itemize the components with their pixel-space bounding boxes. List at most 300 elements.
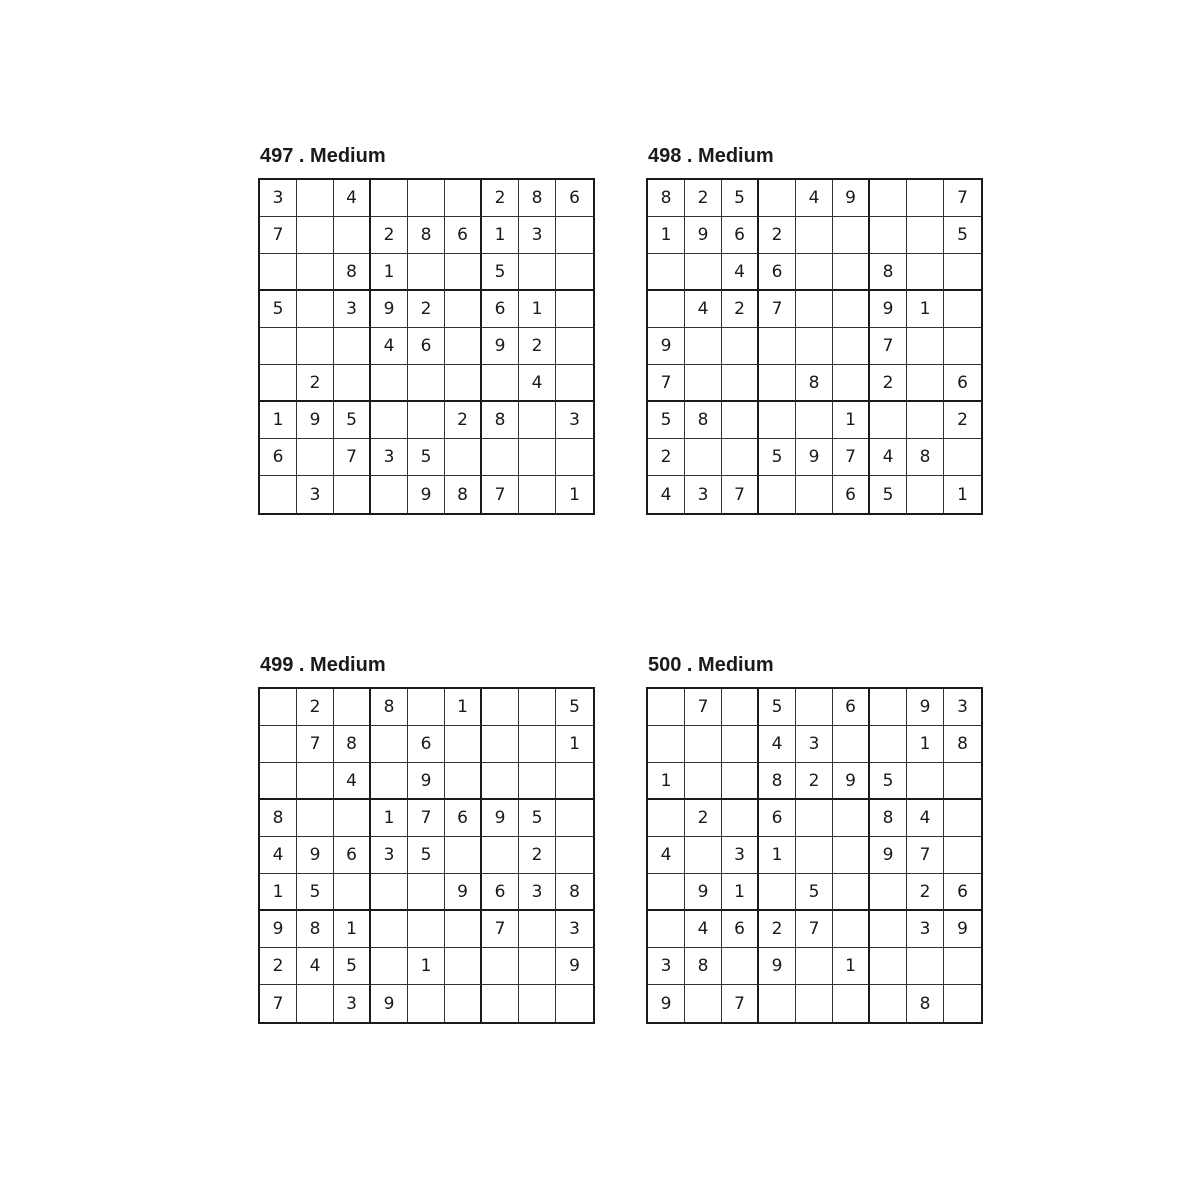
- given-cell: 6: [482, 291, 519, 328]
- given-cell: 3: [556, 911, 593, 948]
- empty-cell[interactable]: [870, 689, 907, 726]
- empty-cell[interactable]: [445, 948, 482, 985]
- empty-cell[interactable]: [833, 800, 870, 837]
- empty-cell[interactable]: [944, 328, 981, 365]
- empty-cell[interactable]: [334, 689, 371, 726]
- empty-cell[interactable]: [371, 402, 408, 439]
- given-cell: 1: [334, 911, 371, 948]
- empty-cell[interactable]: [445, 180, 482, 217]
- empty-cell[interactable]: [371, 365, 408, 402]
- empty-cell[interactable]: [371, 180, 408, 217]
- empty-cell[interactable]: [371, 874, 408, 911]
- empty-cell[interactable]: [408, 874, 445, 911]
- sudoku-puzzle-500: [646, 653, 982, 1024]
- given-cell: 6: [722, 911, 759, 948]
- given-cell: 3: [648, 948, 685, 985]
- given-cell: 5: [759, 439, 796, 476]
- empty-cell[interactable]: [408, 911, 445, 948]
- given-cell: 7: [870, 328, 907, 365]
- given-cell: 3: [519, 217, 556, 254]
- given-cell: 8: [334, 254, 371, 291]
- empty-cell[interactable]: [870, 985, 907, 1022]
- given-cell: 7: [833, 439, 870, 476]
- empty-cell[interactable]: [408, 985, 445, 1022]
- given-cell: 4: [648, 476, 685, 513]
- given-cell: 2: [722, 291, 759, 328]
- empty-cell[interactable]: [759, 476, 796, 513]
- empty-cell[interactable]: [907, 180, 944, 217]
- empty-cell[interactable]: [685, 726, 722, 763]
- sudoku-grid: [646, 687, 983, 1024]
- empty-cell[interactable]: [334, 800, 371, 837]
- empty-cell[interactable]: [944, 948, 981, 985]
- given-cell: 1: [569, 484, 580, 505]
- empty-cell[interactable]: [759, 365, 796, 402]
- given-cell: 6: [482, 874, 519, 911]
- empty-cell[interactable]: [907, 402, 944, 439]
- empty-cell[interactable]: [907, 476, 944, 513]
- given-cell: 5: [944, 217, 981, 254]
- empty-cell[interactable]: [297, 985, 334, 1022]
- empty-cell[interactable]: [685, 365, 722, 402]
- empty-cell[interactable]: [796, 254, 833, 291]
- given-cell: 5: [482, 254, 519, 291]
- given-cell: 2: [297, 365, 334, 402]
- empty-cell[interactable]: [722, 689, 759, 726]
- given-cell: 7: [260, 217, 297, 254]
- empty-cell[interactable]: [796, 689, 833, 726]
- given-cell: 2: [445, 402, 482, 439]
- empty-cell[interactable]: [796, 837, 833, 874]
- given-cell: 1: [759, 837, 796, 874]
- empty-cell[interactable]: [260, 763, 297, 800]
- given-cell: 9: [833, 180, 870, 217]
- given-cell: 6: [445, 800, 482, 837]
- empty-cell[interactable]: [482, 365, 519, 402]
- given-cell: 4: [519, 365, 556, 402]
- given-cell: 8: [260, 800, 297, 837]
- given-cell: 2: [944, 402, 981, 439]
- given-cell: 8: [334, 726, 371, 763]
- sudoku-grid: [258, 178, 595, 515]
- empty-cell[interactable]: [907, 217, 944, 254]
- empty-cell[interactable]: [796, 948, 833, 985]
- given-cell: 5: [648, 402, 685, 439]
- given-cell: 1: [445, 689, 482, 726]
- given-cell: 3: [944, 689, 981, 726]
- empty-cell[interactable]: [833, 254, 870, 291]
- empty-cell[interactable]: [482, 763, 519, 800]
- given-cell: 2: [685, 800, 722, 837]
- given-cell: 9: [870, 291, 907, 328]
- empty-cell[interactable]: [870, 911, 907, 948]
- empty-cell[interactable]: [260, 726, 297, 763]
- empty-cell[interactable]: [833, 837, 870, 874]
- empty-cell[interactable]: [833, 985, 870, 1022]
- empty-cell[interactable]: [482, 837, 519, 874]
- empty-cell[interactable]: [445, 365, 482, 402]
- empty-cell[interactable]: [445, 763, 482, 800]
- given-cell: 7: [334, 439, 371, 476]
- empty-cell[interactable]: [833, 874, 870, 911]
- empty-cell[interactable]: [833, 911, 870, 948]
- given-cell: 9: [445, 874, 482, 911]
- given-cell: 2: [759, 911, 796, 948]
- empty-cell[interactable]: [519, 254, 556, 291]
- empty-cell[interactable]: [722, 763, 759, 800]
- given-cell: 6: [408, 726, 445, 763]
- given-cell: 8: [907, 439, 944, 476]
- given-cell: 1: [482, 217, 519, 254]
- empty-cell[interactable]: [907, 948, 944, 985]
- empty-cell[interactable]: [685, 439, 722, 476]
- empty-cell[interactable]: [260, 365, 297, 402]
- given-cell: 7: [297, 726, 334, 763]
- given-cell: 4: [907, 800, 944, 837]
- empty-cell[interactable]: [648, 291, 685, 328]
- empty-cell[interactable]: [796, 476, 833, 513]
- given-cell: 1: [907, 291, 944, 328]
- empty-cell[interactable]: [556, 254, 593, 291]
- given-cell: 7: [796, 911, 833, 948]
- given-cell: 1: [519, 291, 556, 328]
- given-cell: 3: [796, 726, 833, 763]
- empty-cell[interactable]: [907, 328, 944, 365]
- given-cell: 9: [371, 291, 408, 328]
- empty-cell[interactable]: [519, 985, 556, 1022]
- given-cell: 6: [722, 217, 759, 254]
- empty-cell[interactable]: [833, 328, 870, 365]
- empty-cell[interactable]: [907, 365, 944, 402]
- given-cell: 3: [334, 291, 371, 328]
- sudoku-puzzle-497: [258, 144, 594, 515]
- given-cell: 8: [685, 402, 722, 439]
- empty-cell[interactable]: [648, 874, 685, 911]
- empty-cell[interactable]: [833, 217, 870, 254]
- given-cell: 9: [648, 328, 685, 365]
- empty-cell[interactable]: [833, 365, 870, 402]
- given-cell: 2: [371, 217, 408, 254]
- empty-cell[interactable]: [796, 985, 833, 1022]
- given-cell: 3: [334, 985, 371, 1022]
- puzzle-title: 498 . Medium: [648, 145, 774, 167]
- given-cell: 8: [796, 365, 833, 402]
- empty-cell[interactable]: [833, 726, 870, 763]
- given-cell: 8: [685, 948, 722, 985]
- given-cell: 9: [556, 948, 593, 985]
- empty-cell[interactable]: [408, 402, 445, 439]
- given-cell: 9: [759, 948, 796, 985]
- empty-cell[interactable]: [870, 874, 907, 911]
- empty-cell[interactable]: [371, 911, 408, 948]
- given-cell: 6: [833, 689, 870, 726]
- empty-cell[interactable]: [334, 365, 371, 402]
- empty-cell[interactable]: [519, 726, 556, 763]
- given-cell: 9: [944, 911, 981, 948]
- empty-cell[interactable]: [796, 291, 833, 328]
- given-cell: 1: [260, 874, 297, 911]
- given-cell: 7: [482, 476, 519, 513]
- empty-cell[interactable]: [482, 689, 519, 726]
- empty-cell[interactable]: [371, 726, 408, 763]
- given-cell: 5: [334, 948, 371, 985]
- empty-cell[interactable]: [482, 726, 519, 763]
- given-cell: 7: [482, 911, 519, 948]
- given-cell: 9: [482, 328, 519, 365]
- given-cell: 4: [796, 180, 833, 217]
- empty-cell[interactable]: [260, 476, 297, 513]
- empty-cell[interactable]: [759, 328, 796, 365]
- empty-cell[interactable]: [556, 217, 593, 254]
- empty-cell[interactable]: [556, 291, 593, 328]
- empty-cell[interactable]: [796, 800, 833, 837]
- empty-cell[interactable]: [759, 180, 796, 217]
- empty-cell[interactable]: [371, 763, 408, 800]
- empty-cell[interactable]: [722, 800, 759, 837]
- empty-cell[interactable]: [445, 291, 482, 328]
- given-cell: 7: [907, 837, 944, 874]
- given-cell: 9: [297, 837, 334, 874]
- empty-cell[interactable]: [334, 328, 371, 365]
- empty-cell[interactable]: [519, 689, 556, 726]
- given-cell: 2: [260, 948, 297, 985]
- given-cell: 9: [648, 985, 685, 1022]
- empty-cell[interactable]: [685, 254, 722, 291]
- empty-cell[interactable]: [685, 837, 722, 874]
- given-cell: 4: [685, 291, 722, 328]
- empty-cell[interactable]: [722, 328, 759, 365]
- given-cell: 7: [722, 476, 759, 513]
- given-cell: 2: [519, 837, 556, 874]
- empty-cell[interactable]: [907, 763, 944, 800]
- given-cell: 1: [833, 402, 870, 439]
- puzzle-title: 499 . Medium: [260, 654, 386, 676]
- given-cell: 5: [408, 439, 445, 476]
- given-cell: 8: [556, 874, 593, 911]
- given-cell: 6: [334, 837, 371, 874]
- given-cell: 4: [297, 948, 334, 985]
- empty-cell[interactable]: [297, 291, 334, 328]
- given-cell: 7: [722, 985, 759, 1022]
- empty-cell[interactable]: [334, 874, 371, 911]
- empty-cell[interactable]: [556, 439, 593, 476]
- empty-cell[interactable]: [556, 328, 593, 365]
- given-cell: 3: [371, 439, 408, 476]
- empty-cell[interactable]: [870, 948, 907, 985]
- empty-cell[interactable]: [297, 439, 334, 476]
- empty-cell[interactable]: [445, 254, 482, 291]
- empty-cell[interactable]: [371, 948, 408, 985]
- empty-cell[interactable]: [519, 439, 556, 476]
- given-cell: 4: [334, 180, 371, 217]
- empty-cell[interactable]: [648, 689, 685, 726]
- empty-cell[interactable]: [796, 402, 833, 439]
- given-cell: 4: [371, 328, 408, 365]
- empty-cell[interactable]: [297, 328, 334, 365]
- empty-cell[interactable]: [482, 439, 519, 476]
- given-cell: 1: [371, 800, 408, 837]
- empty-cell[interactable]: [870, 217, 907, 254]
- empty-cell[interactable]: [870, 180, 907, 217]
- puzzle-title: 500 . Medium: [648, 654, 774, 676]
- given-cell: 5: [297, 874, 334, 911]
- empty-cell[interactable]: [260, 254, 297, 291]
- given-cell: 1: [833, 948, 870, 985]
- given-cell: 4: [260, 837, 297, 874]
- empty-cell[interactable]: [722, 402, 759, 439]
- empty-cell[interactable]: [445, 985, 482, 1022]
- given-cell: 4: [685, 911, 722, 948]
- empty-cell[interactable]: [870, 402, 907, 439]
- given-cell: 3: [297, 476, 334, 513]
- given-cell: 6: [759, 254, 796, 291]
- empty-cell[interactable]: [759, 985, 796, 1022]
- given-cell: 1: [648, 217, 685, 254]
- empty-cell[interactable]: [445, 726, 482, 763]
- empty-cell[interactable]: [408, 365, 445, 402]
- sudoku-grid: [258, 687, 595, 1024]
- given-cell: 6: [759, 800, 796, 837]
- empty-cell[interactable]: [297, 763, 334, 800]
- empty-cell[interactable]: [260, 689, 297, 726]
- empty-cell[interactable]: [796, 328, 833, 365]
- empty-cell[interactable]: [556, 985, 593, 1022]
- empty-cell[interactable]: [519, 476, 556, 513]
- empty-cell[interactable]: [648, 911, 685, 948]
- empty-cell[interactable]: [408, 180, 445, 217]
- given-cell: 9: [685, 874, 722, 911]
- given-cell: 6: [556, 180, 593, 217]
- empty-cell[interactable]: [722, 439, 759, 476]
- empty-cell[interactable]: [796, 217, 833, 254]
- empty-cell[interactable]: [648, 800, 685, 837]
- empty-cell[interactable]: [371, 476, 408, 513]
- given-cell: 3: [556, 402, 593, 439]
- empty-cell[interactable]: [944, 439, 981, 476]
- empty-cell[interactable]: [944, 837, 981, 874]
- empty-cell[interactable]: [445, 439, 482, 476]
- given-cell: 6: [944, 874, 981, 911]
- given-cell: 9: [685, 217, 722, 254]
- given-cell: 2: [870, 365, 907, 402]
- given-cell: 1: [957, 484, 968, 505]
- empty-cell[interactable]: [944, 291, 981, 328]
- empty-cell[interactable]: [944, 763, 981, 800]
- given-cell: 6: [408, 328, 445, 365]
- empty-cell[interactable]: [519, 911, 556, 948]
- given-cell: 5: [519, 800, 556, 837]
- empty-cell[interactable]: [907, 254, 944, 291]
- empty-cell[interactable]: [445, 911, 482, 948]
- given-cell: 9: [482, 800, 519, 837]
- empty-cell[interactable]: [944, 800, 981, 837]
- empty-cell[interactable]: [556, 763, 593, 800]
- empty-cell[interactable]: [408, 254, 445, 291]
- given-cell: 1: [556, 726, 593, 763]
- empty-cell[interactable]: [685, 985, 722, 1022]
- empty-cell[interactable]: [297, 217, 334, 254]
- empty-cell[interactable]: [482, 985, 519, 1022]
- given-cell: 5: [870, 763, 907, 800]
- given-cell: 8: [759, 763, 796, 800]
- given-cell: 8: [648, 180, 685, 217]
- given-cell: 8: [944, 726, 981, 763]
- empty-cell[interactable]: [722, 726, 759, 763]
- given-cell: 7: [260, 985, 297, 1022]
- empty-cell[interactable]: [445, 328, 482, 365]
- given-cell: 6: [445, 217, 482, 254]
- empty-cell[interactable]: [260, 328, 297, 365]
- given-cell: 5: [870, 476, 907, 513]
- empty-cell[interactable]: [648, 726, 685, 763]
- given-cell: 1: [260, 402, 297, 439]
- empty-cell[interactable]: [722, 365, 759, 402]
- empty-cell[interactable]: [944, 254, 981, 291]
- given-cell: 4: [334, 763, 371, 800]
- given-cell: 7: [685, 689, 722, 726]
- empty-cell[interactable]: [519, 763, 556, 800]
- given-cell: 8: [870, 254, 907, 291]
- empty-cell[interactable]: [556, 800, 593, 837]
- empty-cell[interactable]: [334, 476, 371, 513]
- given-cell: 6: [260, 439, 297, 476]
- empty-cell[interactable]: [722, 948, 759, 985]
- empty-cell[interactable]: [685, 328, 722, 365]
- given-cell: 5: [260, 291, 297, 328]
- given-cell: 9: [408, 763, 445, 800]
- sudoku-grid: [646, 178, 983, 515]
- empty-cell[interactable]: [519, 402, 556, 439]
- empty-cell[interactable]: [297, 800, 334, 837]
- empty-cell[interactable]: [408, 689, 445, 726]
- empty-cell[interactable]: [445, 837, 482, 874]
- given-cell: 9: [833, 763, 870, 800]
- empty-cell[interactable]: [759, 402, 796, 439]
- empty-cell[interactable]: [297, 180, 334, 217]
- empty-cell[interactable]: [297, 254, 334, 291]
- empty-cell[interactable]: [482, 948, 519, 985]
- given-cell: 2: [408, 291, 445, 328]
- given-cell: 5: [796, 874, 833, 911]
- given-cell: 2: [297, 689, 334, 726]
- given-cell: 4: [648, 837, 685, 874]
- empty-cell[interactable]: [944, 985, 981, 1022]
- empty-cell[interactable]: [556, 365, 593, 402]
- given-cell: 9: [260, 911, 297, 948]
- given-cell: 8: [870, 800, 907, 837]
- empty-cell[interactable]: [759, 874, 796, 911]
- given-cell: 3: [907, 911, 944, 948]
- given-cell: 4: [759, 726, 796, 763]
- empty-cell[interactable]: [685, 763, 722, 800]
- given-cell: 9: [371, 985, 408, 1022]
- empty-cell[interactable]: [648, 254, 685, 291]
- given-cell: 2: [648, 439, 685, 476]
- sudoku-puzzle-499: [258, 653, 594, 1024]
- empty-cell[interactable]: [833, 291, 870, 328]
- given-cell: 5: [722, 180, 759, 217]
- given-cell: 2: [759, 217, 796, 254]
- given-cell: 8: [519, 180, 556, 217]
- given-cell: 7: [648, 365, 685, 402]
- empty-cell[interactable]: [870, 726, 907, 763]
- given-cell: 9: [408, 476, 445, 513]
- given-cell: 8: [445, 476, 482, 513]
- given-cell: 9: [870, 837, 907, 874]
- empty-cell[interactable]: [519, 948, 556, 985]
- empty-cell[interactable]: [334, 217, 371, 254]
- empty-cell[interactable]: [556, 837, 593, 874]
